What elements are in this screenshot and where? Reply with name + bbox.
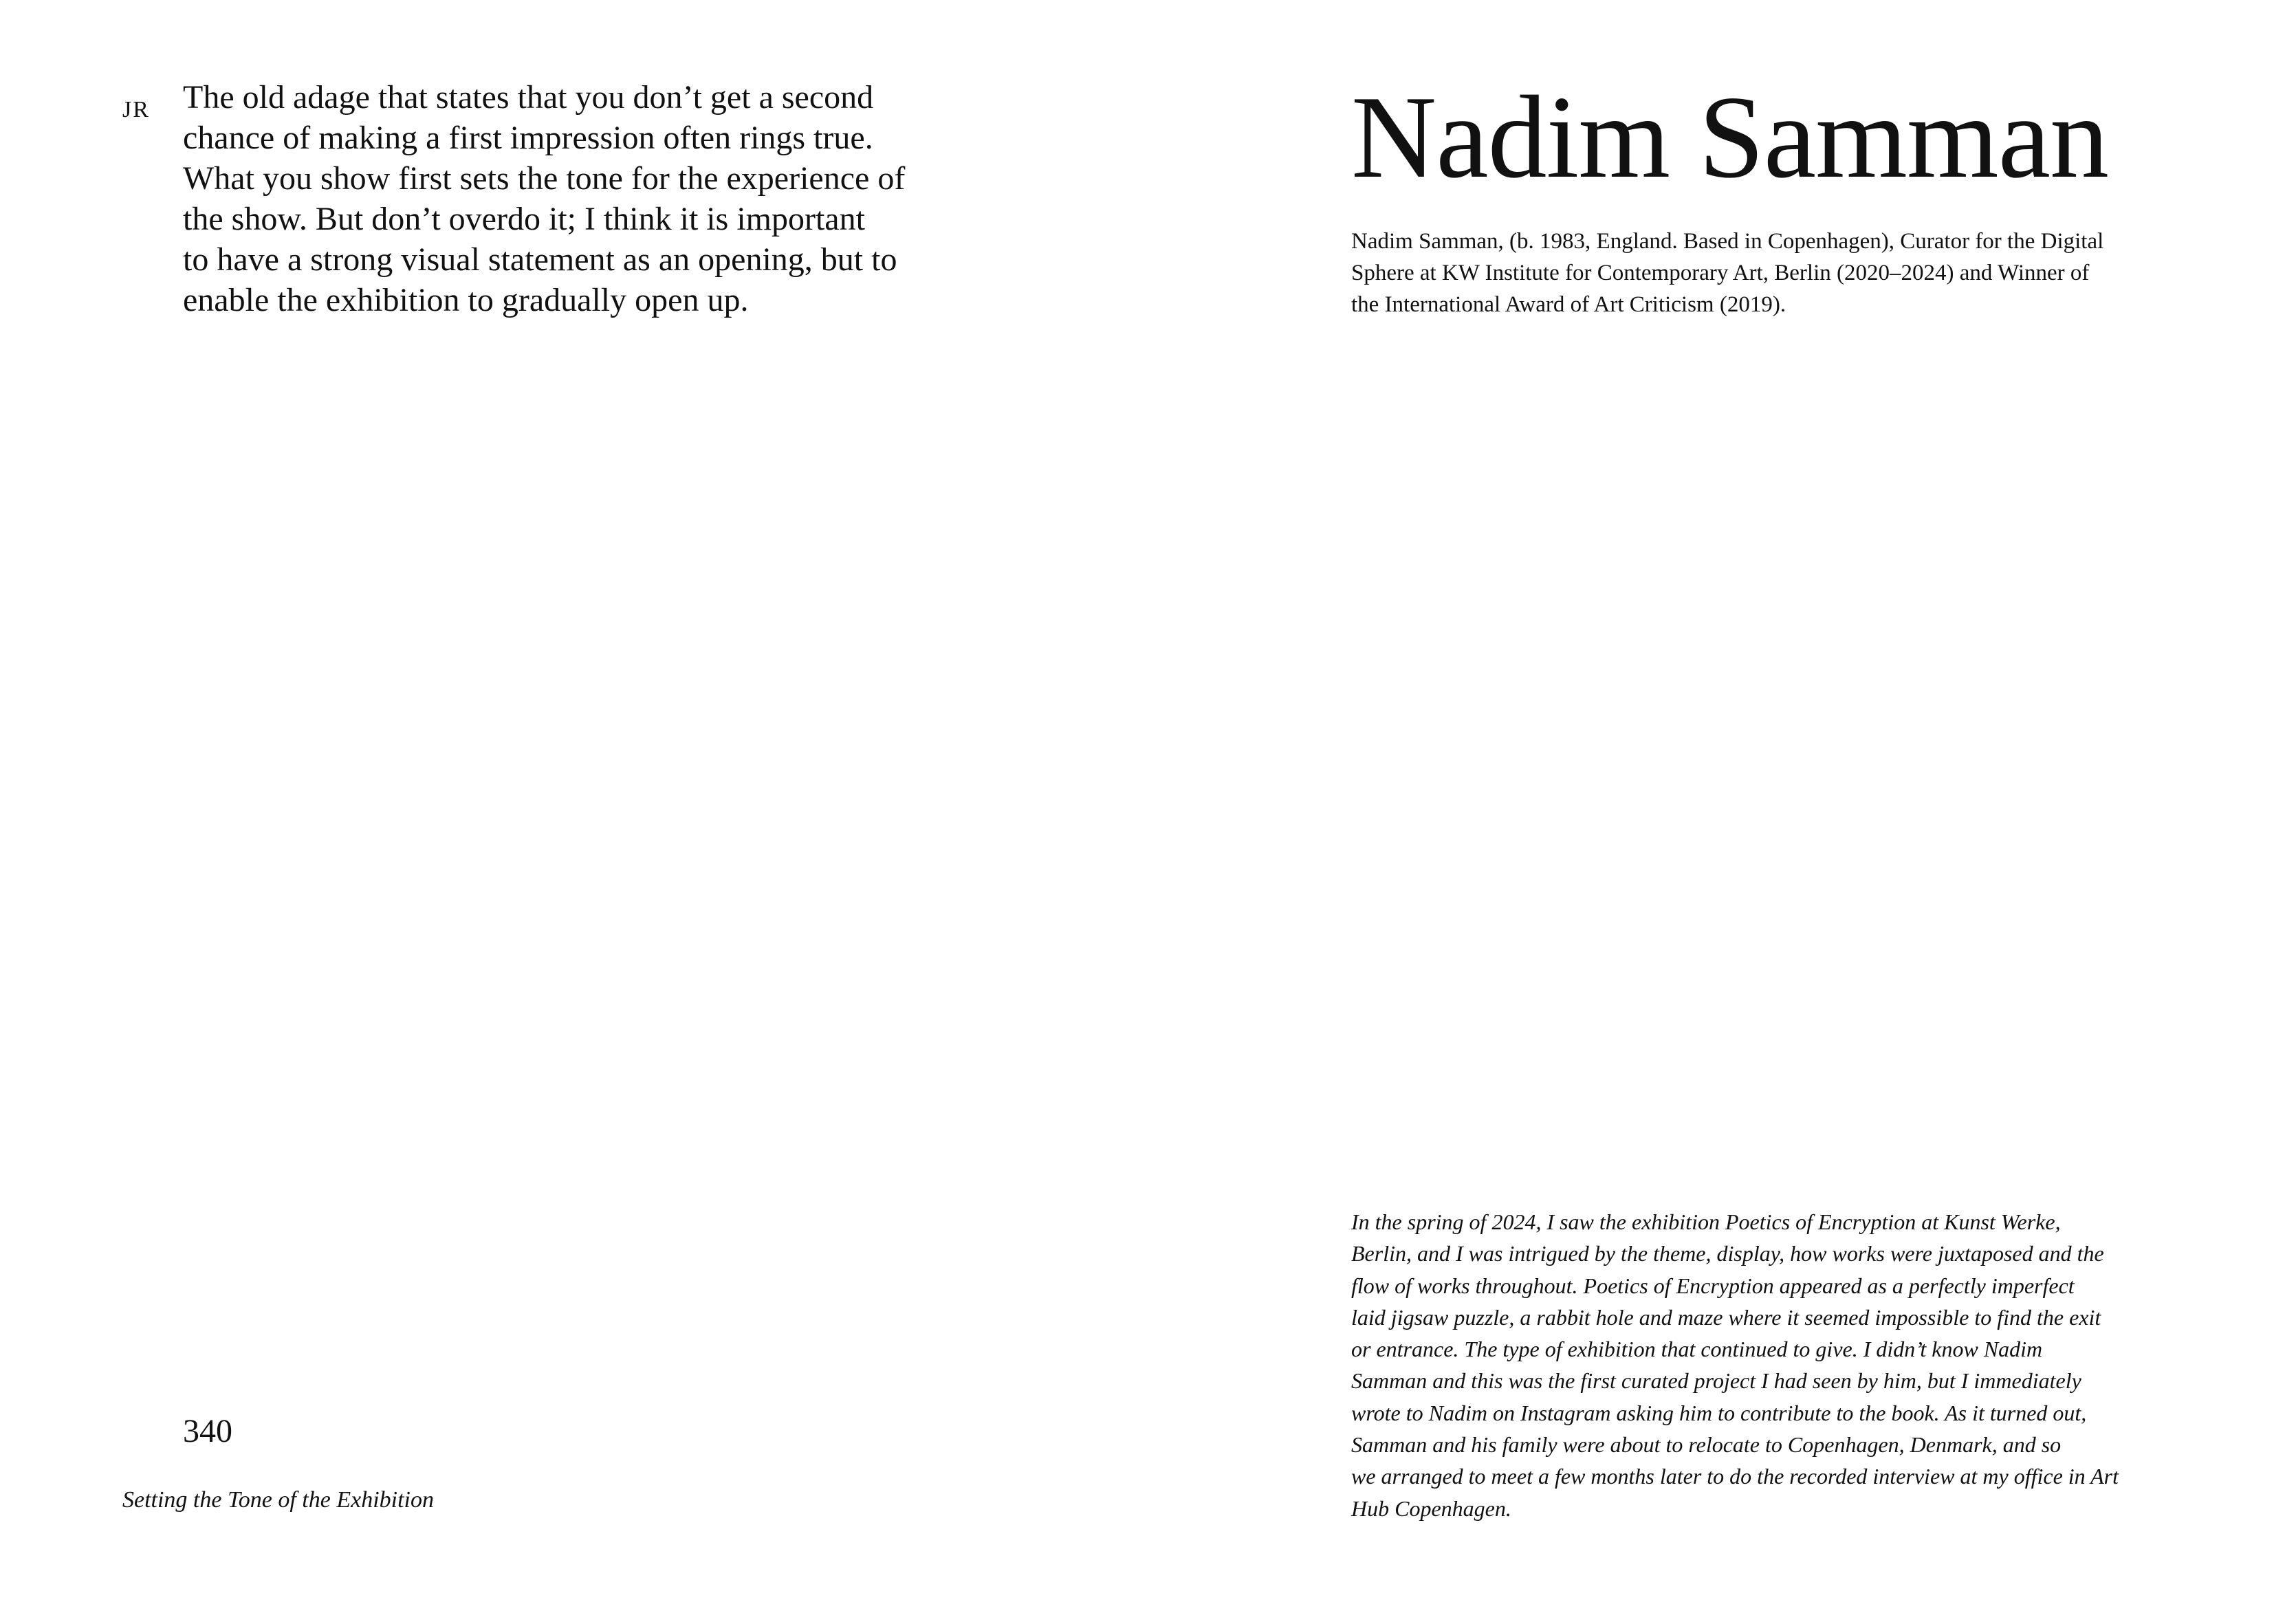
intro-paragraph	[1351, 1206, 2190, 1524]
intro-line: In the spring of 2024, I saw the exhibition Poetics of Encryption at Kunst Werke,	[1351, 1209, 2061, 1234]
answer-line: The old adage that states that you don’t get a second	[183, 79, 874, 116]
intro-line: laid jigsaw puzzle, a rabbit hole and maze where it seemed impossible to find the exit	[1351, 1304, 2101, 1330]
intro-line: wrote to Nadim on Instagram asking him to contribute to the book. As it turned out,	[1351, 1400, 2087, 1425]
answer-line: What you show first sets the tone for the experience of	[183, 160, 906, 197]
page-number: 340	[183, 1413, 232, 1449]
intro-line: Hub Copenhagen.	[1351, 1495, 1511, 1521]
answer-line: the show. But don’t overdo it; I think it is important	[183, 201, 865, 237]
intro-line: flow of works throughout. Poetics of Encryption appeared as a perfectly imperfect	[1351, 1273, 2075, 1298]
bio-line: Nadim Samman, (b. 1983, England. Based in Copenhagen), Curator for the Digital	[1351, 229, 2104, 254]
speaker-initials: JR	[122, 97, 150, 122]
right-page	[1137, 0, 2274, 1624]
intro-line: Berlin, and I was intrigued by the theme, display, how works were juxtaposed and the	[1351, 1241, 2104, 1266]
biography	[1351, 226, 2190, 320]
running-footer: Setting the Tone of the Exhibition	[122, 1487, 434, 1513]
answer-line: to have a strong visual statement as an opening, but to	[183, 241, 897, 278]
bio-line: the International Award of Art Criticism (2019).	[1351, 292, 1786, 317]
intro-line: we arranged to meet a few months later to do the recorded interview at my office in Art	[1351, 1464, 2119, 1489]
interview-answer	[183, 77, 960, 320]
page-title: Nadim Samman	[1351, 72, 2109, 203]
answer-line: enable the exhibition to gradually open up.	[183, 282, 749, 318]
bio-line: Sphere at KW Institute for Contemporary Art, Berlin (2020–2024) and Winner of	[1351, 261, 2090, 285]
answer-line: chance of making a first impression often rings true.	[183, 120, 873, 156]
intro-line: or entrance. The type of exhibition that continued to give. I didn’t know Nadim	[1351, 1337, 2043, 1362]
intro-line: Samman and this was the first curated project I had seen by him, but I immediately	[1351, 1368, 2081, 1394]
intro-line: Samman and his family were about to relocate to Copenhagen, Denmark, and so	[1351, 1432, 2062, 1458]
